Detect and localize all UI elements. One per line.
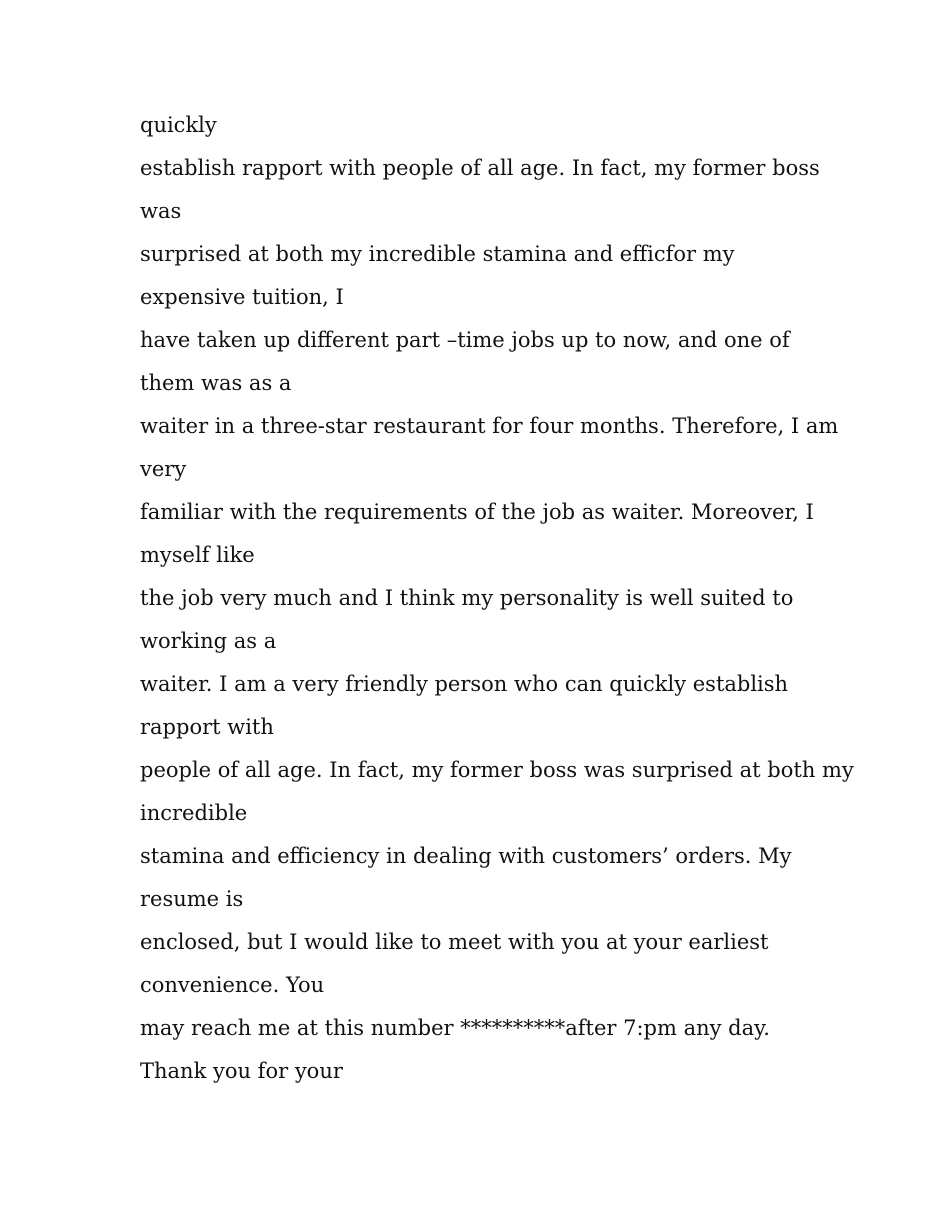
text-line: stamina and efficiency in dealing with customers’ orders. My [140,844,792,868]
text-line: incredible [140,801,248,825]
text-line: rapport with [140,715,274,739]
text-line: waiter in a three-star restaurant for four months. Therefore, I am [140,414,839,438]
text-line: expensive tuition, I [140,285,344,309]
text-line: establish rapport with people of all age. In fact, my former boss [140,156,820,180]
text-line: familiar with the requirements of the job as waiter. Moreover, I [140,500,814,524]
document-body [140,104,854,1093]
text-line: Thank you for your [140,1059,343,1083]
text-line: them was as a [140,371,292,395]
text-line: people of all age. In fact, my former boss was surprised at both my [140,758,854,782]
text-line: surprised at both my incredible stamina and efficfor my [140,242,735,266]
text-line: working as a [140,629,277,653]
text-line: the job very much and I think my personality is well suited to [140,586,794,610]
text-line: have taken up different part –time jobs up to now, and one of [140,328,790,352]
text-line: enclosed, but I would like to meet with you at your earliest [140,930,769,954]
text-line: was [140,199,182,223]
text-line: myself like [140,543,255,567]
text-line: waiter. I am a very friendly person who can quickly establish [140,672,789,696]
text-line: resume is [140,887,244,911]
text-line: very [140,457,187,481]
text-line: may reach me at this number **********after 7:pm any day. [140,1016,770,1040]
text-line: quickly [140,113,217,137]
text-line: convenience. You [140,973,325,997]
